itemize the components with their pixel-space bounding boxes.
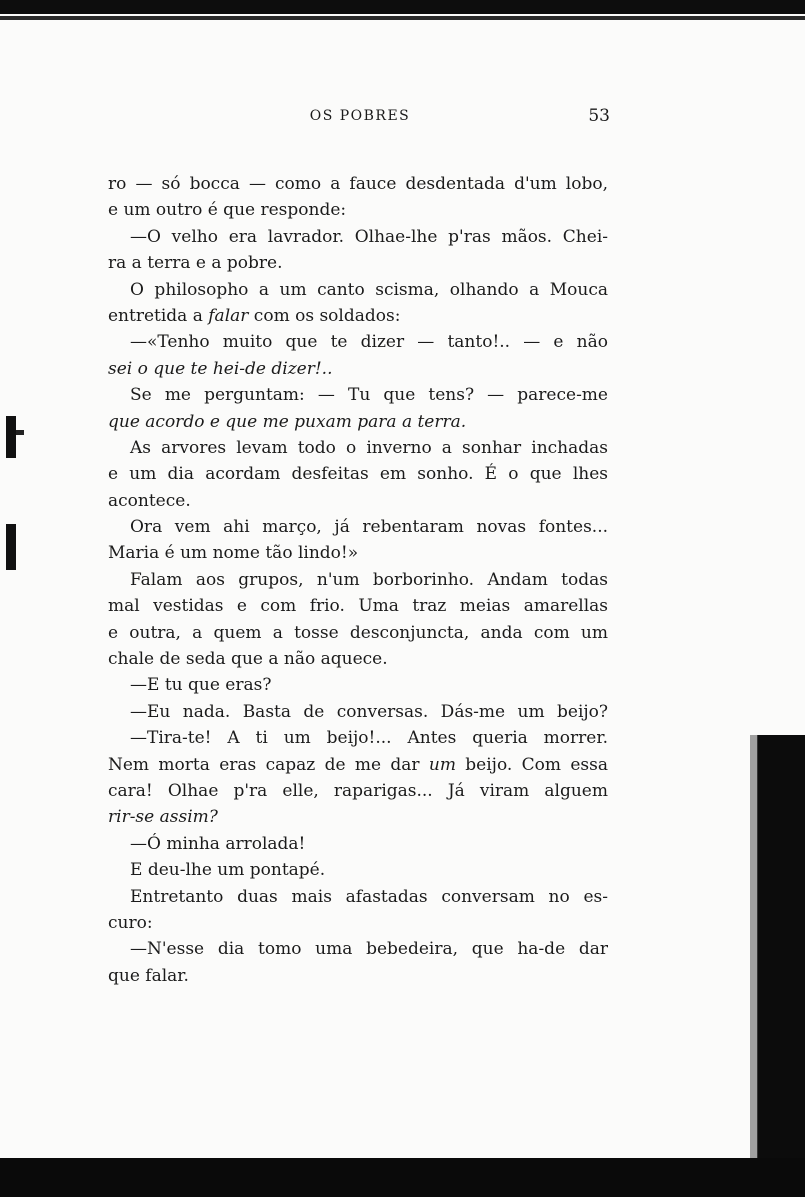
scan-border-right-shadow [750, 735, 758, 1165]
text-line: e um outro é que responde: [108, 200, 347, 221]
running-head: OS POBRES [309, 108, 411, 124]
text-line-italic: sei o que te hei-de dizer!.. [108, 358, 333, 379]
text-line: que falar. [108, 965, 189, 986]
text-segment: com os soldados: [248, 305, 401, 326]
text-line: O philosopho a um canto scisma, olhando a Mouca [130, 279, 608, 300]
text-line: Se me perguntam: — Tu que tens? — parece-me [130, 385, 608, 406]
text-line: curo: [108, 912, 153, 933]
scan-mark-left-upper [6, 416, 16, 458]
text-line: Ora vem ahi março, já rebentaram novas fontes... [130, 517, 608, 538]
scan-border-right [757, 735, 805, 1170]
scan-mark-left-tick [16, 430, 24, 435]
text-line-italic: rir-se assim? [108, 807, 218, 828]
text-line: ro — só bocca — como a fauce desdentada d'um lobo, [108, 174, 608, 194]
text-segment: entretida a [108, 305, 209, 326]
text-line: Falam aos grupos, n'um borborinho. Andam todas [130, 569, 608, 590]
text-line: acontece. [108, 490, 191, 511]
text-segment-italic: falar [208, 305, 249, 326]
text-line: —Ó minha arrolada! [130, 833, 306, 854]
text-line: e outra, a quem a tosse desconjuncta, anda com um [108, 622, 608, 643]
text-line: mal vestidas e com frio. Uma traz meias amarellas [108, 596, 608, 617]
page-number: 53 [588, 106, 610, 126]
text-line: As arvores levam todo o inverno a sonhar inchadas [130, 437, 608, 458]
text-segment-italic: um [428, 754, 456, 775]
text-line: chale de seda que a não aquece. [108, 649, 388, 670]
text-line-italic: que acordo e que me puxam para a terra. [108, 411, 467, 432]
text-segment: beijo. Com essa [455, 754, 608, 775]
text-line: Maria é um nome tão lindo!» [108, 543, 359, 564]
page-header [0, 108, 805, 132]
text-line: —Tira-te! A ti um beijo!... Antes queria morrer. [130, 728, 608, 749]
text-segment: Nem morta eras capaz de me dar [108, 754, 429, 775]
text-line: Entretanto duas mais afastadas conversam no es- [130, 886, 608, 907]
text-line: —Eu nada. Basta de conversas. Dás-me um beijo? [130, 701, 608, 722]
text-line [108, 303, 608, 329]
body-text [108, 171, 608, 989]
text-line: e um dia acordam desfeitas em sonho. É o que lhes [108, 464, 608, 485]
scan-mark-left-lower [6, 524, 16, 570]
scan-border-bottom [0, 1158, 805, 1197]
text-line: ra a terra e a pobre. [108, 253, 283, 274]
scan-border-top [0, 0, 805, 14]
text-line: —E tu que eras? [130, 675, 272, 696]
text-line: —N'esse dia tomo uma bebedeira, que ha-de dar [130, 939, 608, 960]
text-line: E deu-lhe um pontapé. [130, 860, 326, 881]
text-line: —«Tenho muito que te dizer — tanto!.. — e não [130, 332, 608, 353]
scan-border-top-shadow [0, 16, 805, 20]
text-line: cara! Olhae p'ra elle, raparigas... Já viram alguem [108, 780, 608, 801]
text-line: —O velho era lavrador. Olhae-lhe p'ras mãos. Chei- [130, 226, 608, 247]
text-line [108, 752, 608, 778]
